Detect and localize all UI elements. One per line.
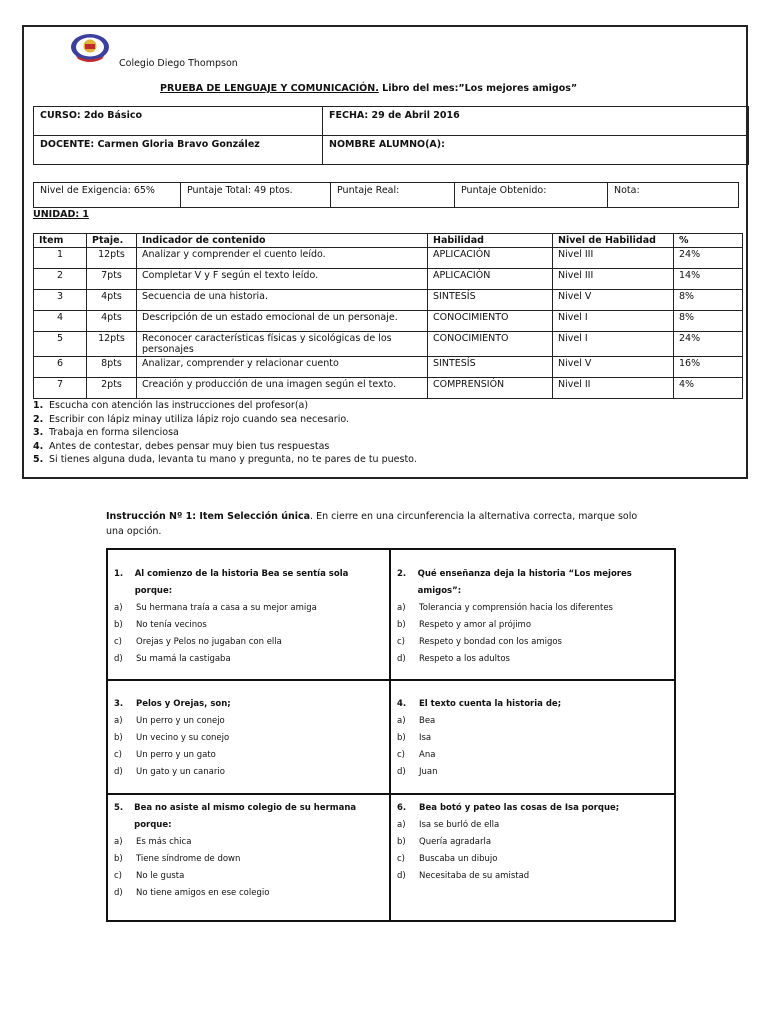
instruction-text: Trabaja en forma silenciosa: [49, 427, 179, 438]
question-number: 6.: [397, 803, 407, 813]
cell: 2: [34, 269, 87, 290]
option-c[interactable]: [397, 634, 662, 651]
instruction-number: 3.: [33, 427, 44, 438]
cell: Nivel V: [553, 357, 674, 378]
cell: APLICACIÓN: [428, 248, 553, 269]
option-b[interactable]: [114, 851, 374, 868]
option-letter: c): [397, 854, 405, 864]
option-a[interactable]: [397, 817, 662, 834]
cell: COMPRENSIÓN: [428, 378, 553, 399]
option-letter: b): [114, 854, 123, 864]
option-letter: d): [397, 871, 406, 881]
option-letter: c): [114, 871, 122, 881]
option-d[interactable]: [397, 764, 662, 781]
option-letter: a): [114, 837, 123, 847]
cell: SINTESÍS: [428, 357, 553, 378]
option-c[interactable]: [397, 851, 662, 868]
option-a[interactable]: [114, 600, 374, 617]
scores-table: [33, 182, 739, 208]
cell: Nivel II: [553, 378, 674, 399]
cell: APLICACIÓN: [428, 269, 553, 290]
cell: 4: [34, 311, 87, 332]
table-row: [34, 378, 743, 399]
section-1-instruction: [106, 509, 646, 539]
items-table-header: [34, 234, 743, 248]
option-a[interactable]: [397, 600, 662, 617]
option-c[interactable]: [114, 634, 374, 651]
col-header: %: [674, 234, 743, 248]
exigencia-cell: Nivel de Exigencia: 65%: [34, 183, 181, 208]
cell: 16%: [674, 357, 743, 378]
option-text: Isa se burló de ella: [419, 820, 500, 830]
option-letter: c): [114, 750, 122, 760]
option-letter: a): [114, 603, 123, 613]
option-letter: a): [397, 820, 406, 830]
question-6: [397, 800, 662, 885]
cell: CONOCIMIENTO: [428, 311, 553, 332]
option-text: Isa: [419, 733, 432, 743]
col-header: Nivel de Habilidad: [553, 234, 674, 248]
option-b[interactable]: [114, 617, 374, 634]
puntaje-total-cell: Puntaje Total: 49 ptos.: [181, 183, 331, 208]
instruction-number: 5.: [33, 454, 44, 465]
option-a[interactable]: [114, 834, 374, 851]
question-5: [114, 800, 374, 902]
question-stem: Bea no asiste al mismo colegio de su hermana porque:: [134, 803, 357, 830]
grid-divider-horizontal: [106, 679, 676, 681]
cell: Nivel III: [553, 248, 674, 269]
question-number: 2.: [397, 569, 407, 579]
option-c[interactable]: [114, 747, 374, 764]
cell: 8%: [674, 311, 743, 332]
option-d[interactable]: [114, 651, 374, 668]
school-name: Colegio Diego Thompson: [119, 58, 238, 69]
question-number: 3.: [114, 699, 124, 709]
option-letter: b): [114, 733, 123, 743]
option-text: Juan: [419, 767, 438, 777]
option-letter: a): [114, 716, 123, 726]
section-1-text: . En cierre en una circunferencia la alternativa correcta, marque solo una opción.: [106, 511, 638, 537]
cell: 4pts: [87, 311, 137, 332]
items-table: [33, 233, 743, 399]
cell: 7: [34, 378, 87, 399]
option-b[interactable]: [114, 730, 374, 747]
cell: 12pts: [87, 248, 137, 269]
instruction-number: 2.: [33, 413, 44, 425]
option-text: Orejas y Pelos no jugaban con ella: [136, 637, 282, 647]
option-letter: d): [114, 654, 123, 664]
option-letter: a): [397, 603, 406, 613]
cell: 6: [34, 357, 87, 378]
option-b[interactable]: [397, 834, 662, 851]
cell: Nivel I: [553, 311, 674, 332]
table-row: [34, 290, 743, 311]
option-text: No tiene amigos en ese colegio: [136, 888, 270, 898]
option-text: Bea: [419, 716, 436, 726]
option-letter: b): [397, 837, 406, 847]
cell: Secuencia de una historia.: [137, 290, 428, 311]
grid-divider-vertical: [389, 548, 391, 922]
option-letter: a): [397, 716, 406, 726]
cell: Descripción de un estado emocional de un personaje.: [137, 311, 428, 332]
alumno-cell[interactable]: NOMBRE ALUMNO(A):: [323, 136, 749, 165]
option-text: Un vecino y su conejo: [136, 733, 230, 743]
instruction-text: Antes de contestar, debes pensar muy bien tus respuestas: [49, 440, 330, 452]
school-logo-icon: [70, 32, 110, 62]
instruction-number: 4.: [33, 440, 44, 452]
option-letter: c): [397, 750, 405, 760]
question-number: 5.: [114, 803, 124, 813]
cell: 24%: [674, 332, 743, 357]
option-text: Respeto y amor al prójimo: [419, 620, 532, 630]
question-2: [397, 566, 662, 668]
cell: Completar V y F según el texto leído.: [137, 269, 428, 290]
question-stem: Al comienzo de la historia Bea se sentía sola porque:: [134, 569, 349, 596]
instruction-number: 1.: [33, 400, 44, 411]
option-text: Quería agradarla: [419, 837, 492, 847]
option-letter: c): [114, 637, 122, 647]
option-text: Buscaba un dibujo: [419, 854, 498, 864]
option-text: No tenía vecinos: [136, 620, 207, 630]
question-number: 1.: [114, 569, 124, 579]
option-letter: b): [114, 620, 123, 630]
grid-divider-horizontal: [106, 793, 676, 795]
exam-title-book: Libro del mes:”Los mejores amigos”: [378, 83, 578, 94]
table-row: [34, 332, 743, 357]
cell: 8pts: [87, 357, 137, 378]
table-row: [34, 248, 743, 269]
option-d[interactable]: [114, 764, 374, 781]
table-row: [34, 269, 743, 290]
cell: 12pts: [87, 332, 137, 357]
option-b[interactable]: [397, 730, 662, 747]
cell: Nivel I: [553, 332, 674, 357]
cell: Analizar, comprender y relacionar cuento: [137, 357, 428, 378]
question-stem: El texto cuenta la historia de;: [419, 699, 562, 709]
cell: SINTESÍS: [428, 290, 553, 311]
option-text: Es más chica: [136, 837, 192, 847]
option-text: Respeto a los adultos: [419, 654, 510, 664]
docente-cell: DOCENTE: Carmen Gloria Bravo González: [34, 136, 323, 165]
question-number: 4.: [397, 699, 407, 709]
option-letter: d): [114, 767, 123, 777]
option-a[interactable]: [397, 713, 662, 730]
col-header: Habilidad: [428, 234, 553, 248]
cell: CONOCIMIENTO: [428, 332, 553, 357]
option-text: Un perro y un gato: [136, 750, 216, 760]
question-stem: Pelos y Orejas, son;: [136, 699, 231, 709]
instruction-text: Escucha con atención las instrucciones del profesor(a): [49, 400, 309, 411]
col-header: Item: [34, 234, 87, 248]
list-item: [33, 399, 417, 413]
question-4: [397, 696, 662, 781]
col-header: Indicador de contenido: [137, 234, 428, 248]
option-text: Ana: [419, 750, 436, 760]
cell: 5: [34, 332, 87, 357]
list-item: [33, 453, 417, 467]
question-1: [114, 566, 374, 668]
cell: 4pts: [87, 290, 137, 311]
option-text: Necesitaba de su amistad: [419, 871, 530, 881]
option-text: Respeto y bondad con los amigos: [419, 637, 562, 647]
fecha-cell: FECHA: 29 de Abril 2016: [323, 107, 749, 136]
option-c[interactable]: [397, 747, 662, 764]
list-item: [33, 440, 417, 454]
table-row: [34, 311, 743, 332]
student-info-table: [33, 106, 749, 165]
question-stem: Qué enseñanza deja la historia “Los mejores amigos”:: [417, 569, 632, 596]
option-letter: d): [397, 654, 406, 664]
list-item: [33, 426, 417, 440]
nota-cell[interactable]: Nota:: [608, 183, 739, 208]
instruction-text: Escribir con lápiz minay utiliza lápiz rojo cuando sea necesario.: [49, 413, 350, 425]
option-letter: b): [397, 620, 406, 630]
cell: 7pts: [87, 269, 137, 290]
cell: 4%: [674, 378, 743, 399]
cell: 14%: [674, 269, 743, 290]
option-c[interactable]: [114, 868, 374, 885]
cell: Reconocer características físicas y sicológicas de los personajes: [137, 332, 428, 357]
cell: 3: [34, 290, 87, 311]
option-b[interactable]: [397, 617, 662, 634]
col-header: Ptaje.: [87, 234, 137, 248]
option-text: Su mamá la castigaba: [136, 654, 231, 664]
option-letter: c): [397, 637, 405, 647]
option-letter: d): [114, 888, 123, 898]
option-text: Tiene síndrome de down: [136, 854, 241, 864]
option-text: Tolerancia y comprensión hacia los diferentes: [419, 603, 613, 613]
unidad-label: UNIDAD: 1: [33, 209, 90, 220]
section-1-label: Instrucción Nº 1: Item Selección única: [106, 511, 311, 522]
option-text: Un gato y un canario: [136, 767, 225, 777]
cell: 1: [34, 248, 87, 269]
option-text: Su hermana traía a casa a su mejor amiga: [136, 603, 317, 613]
instruction-text: Si tienes alguna duda, levanta tu mano y pregunta, no te pares de tu puesto.: [49, 454, 417, 465]
cell: Analizar y comprender el cuento leído.: [137, 248, 428, 269]
option-text: Un perro y un conejo: [136, 716, 225, 726]
cell: 24%: [674, 248, 743, 269]
puntaje-obtenido-cell[interactable]: Puntaje Obtenido:: [455, 183, 608, 208]
list-item: [33, 413, 417, 427]
cell: 8%: [674, 290, 743, 311]
cell: Creación y producción de una imagen según el texto.: [137, 378, 428, 399]
option-d[interactable]: [397, 868, 662, 885]
option-text: No le gusta: [136, 871, 185, 881]
exam-title: [160, 83, 577, 94]
option-a[interactable]: [114, 713, 374, 730]
option-letter: d): [397, 767, 406, 777]
option-d[interactable]: [114, 885, 374, 902]
option-letter: b): [397, 733, 406, 743]
cell: Nivel V: [553, 290, 674, 311]
puntaje-real-cell[interactable]: Puntaje Real:: [331, 183, 455, 208]
instructions-list: [33, 399, 417, 467]
option-d[interactable]: [397, 651, 662, 668]
exam-title-main: PRUEBA DE LENGUAJE Y COMUNICACIÓN.: [160, 83, 379, 94]
table-row: [34, 357, 743, 378]
cell: 2pts: [87, 378, 137, 399]
question-stem: Bea botó y pateo las cosas de Isa porque;: [419, 803, 620, 813]
cell: Nivel III: [553, 269, 674, 290]
curso-cell: CURSO: 2do Básico: [34, 107, 323, 136]
question-3: [114, 696, 374, 781]
